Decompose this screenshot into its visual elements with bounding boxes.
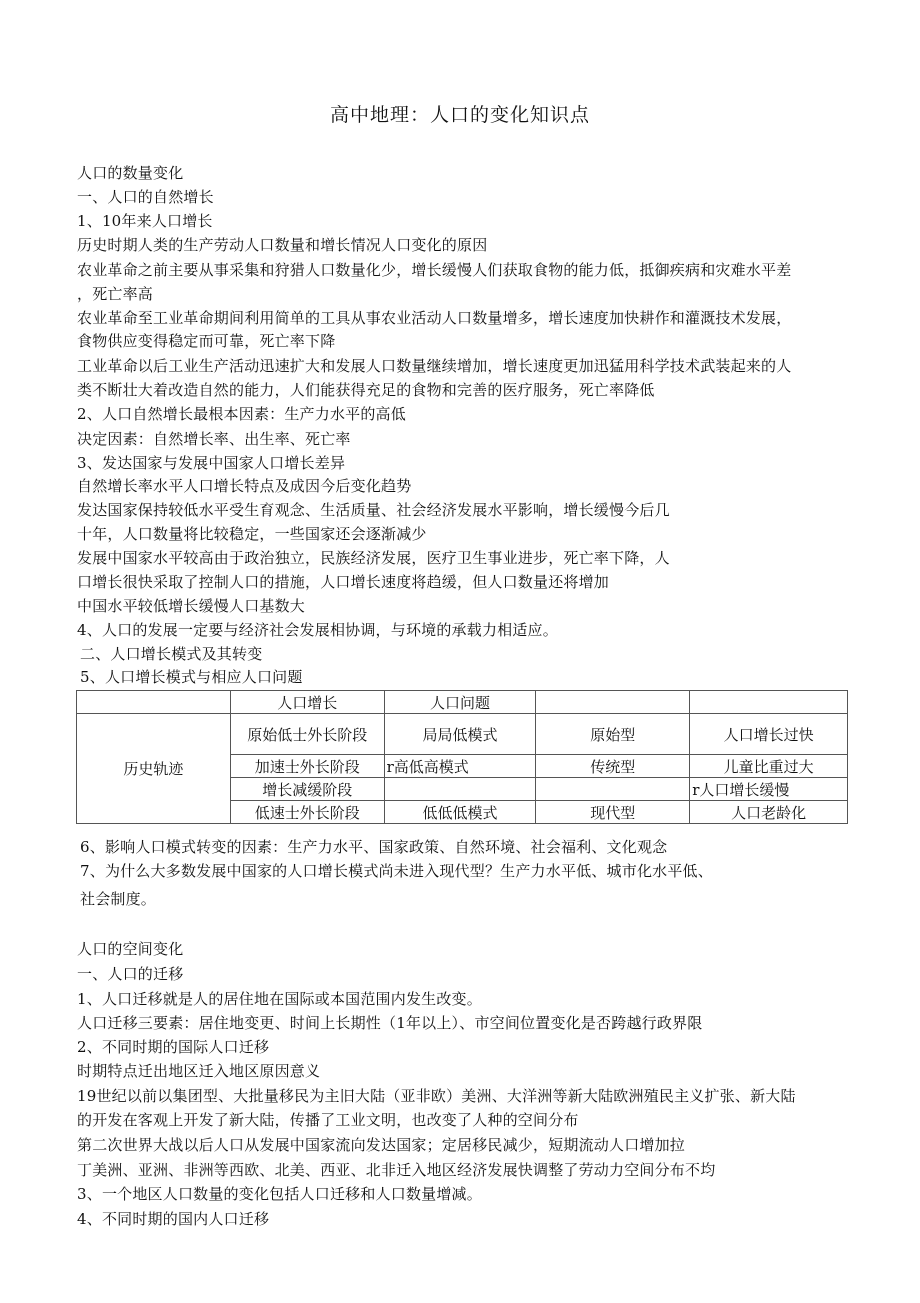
table-cell: 儿童比重过大 [690, 755, 848, 778]
subheading-natural-growth: 一、人口的自然增长 [77, 188, 214, 206]
text-line: 19世纪以前以集团型、大批量移民为主旧大陆（亚非欧）美洲、大洋洲等新大陆欧洲殖民主义扩张、新大陆 [77, 1087, 796, 1105]
table-cell: r高低高模式 [384, 755, 536, 778]
text-line: 工业革命以后工业生产活动迅速扩大和发展人口数量继续增加，增长速度更加迅猛用科学技术武装起来的人 [77, 357, 792, 375]
table-cell: 低速士外长阶段 [230, 801, 384, 824]
table-cell [384, 778, 536, 801]
table-cell: 加速士外长阶段 [230, 755, 384, 778]
table-header-row [77, 691, 848, 714]
table-cell: 原始低士外长阶段 [230, 714, 384, 755]
text-line: 农业革命之前主要从事采集和狩猎人口数量化少，增长缓慢人们获取食物的能力低，抵御疾病和灾难水平差 [77, 261, 792, 279]
text-line: 的开发在客观上开发了新大陆，传播了工业文明，也改变了人种的空间分布 [77, 1111, 579, 1129]
table-cell: 原始型 [536, 714, 690, 755]
table-cell: 人口增长过快 [690, 714, 848, 755]
text-line: 第二次世界大战以后人口从发展中国家流向发达国家；定居移民减少，短期流动人口增加拉 [77, 1136, 686, 1154]
text-line: 口增长很快采取了控制人口的措施，人口增长速度将趋缓，但人口数量还将增加 [77, 573, 610, 591]
table-header-cell [536, 691, 690, 714]
text-line: 类不断壮大着改造自然的能力，人们能获得充足的食物和完善的医疗服务，死亡率降低 [77, 381, 655, 399]
page-title: 高中地理：人口的变化知识点 [329, 104, 590, 126]
section-heading-quantity: 人口的数量变化 [77, 164, 184, 182]
text-line: 农业革命至工业革命期间利用简单的工具从事农业活动人口数量增多，增长速度加快耕作和灌溉技术发展， [77, 309, 792, 327]
table-header-cell: 人口增长 [230, 691, 384, 714]
table-row [77, 714, 848, 755]
table-cell: 局局低模式 [384, 714, 536, 755]
text-line: 4、不同时期的国内人口迁移 [77, 1210, 270, 1228]
text-line: 十年，人口数量将比较稳定，一些国家还会逐渐减少 [77, 525, 427, 543]
table-header-cell [77, 691, 231, 714]
table-cell: 低低低模式 [384, 801, 536, 824]
section-heading-spatial: 人口的空间变化 [77, 940, 184, 958]
text-line: 2、不同时期的国际人口迁移 [77, 1038, 270, 1056]
text-line: 食物供应变得稳定而可靠，死亡率下降 [77, 332, 336, 350]
text-line: 3、发达国家与发展中国家人口增长差异 [77, 454, 346, 472]
table-cell: 增长减缓阶段 [230, 778, 384, 801]
text-line: 发展中国家水平较高由于政治独立，民族经济发展，医疗卫生事业进步，死亡率下降，人 [77, 549, 670, 567]
text-line: 1、人口迁移就是人的居住地在国际或本国范围内发生改变。 [77, 990, 482, 1008]
table-cell: 现代型 [536, 801, 690, 824]
row-label-history: 历史轨迹 [77, 714, 231, 824]
text-line: 3、一个地区人口数量的变化包括人口迁移和人口数量增减。 [77, 1185, 482, 1203]
text-line: 时期特点迁出地区迁入地区原因意义 [77, 1062, 321, 1080]
text-line: 发达国家保持较低水平受生育观念、生活质量、社会经济发展水平影响，增长缓慢今后几 [77, 501, 670, 519]
population-model-table [76, 690, 848, 824]
text-line: 7、为什么大多数发展中国家的人口增长模式尚未进入现代型？生产力水平低、城市化水平低、 [80, 862, 713, 880]
table-header-cell: 人口问题 [384, 691, 536, 714]
subheading-migration: 一、人口的迁移 [77, 965, 184, 983]
text-line: 4、人口的发展一定要与经济社会发展相协调，与环境的承载力相适应。 [77, 621, 558, 639]
table-cell: 传统型 [536, 755, 690, 778]
text-line: 2、人口自然增长最根本因素：生产力水平的高低 [77, 405, 406, 423]
text-line: ，死亡率高 [77, 285, 154, 303]
table-cell: 人口老龄化 [690, 801, 848, 824]
text-line: 社会制度。 [80, 890, 157, 908]
text-line: 5、人口增长模式与相应人口问题 [80, 668, 303, 686]
text-line: 中国水平较低增长缓慢人口基数大 [77, 597, 306, 615]
table-cell [536, 778, 690, 801]
text-line: 决定因素：自然增长率、出生率、死亡率 [77, 430, 351, 448]
text-line: 历史时期人类的生产劳动人口数量和增长情况人口变化的原因 [77, 236, 488, 254]
text-line: 人口迁移三要素：居住地变更、时间上长期性（1年以上）、市空间位置变化是否跨越行政界限 [77, 1014, 703, 1032]
table-header-cell [690, 691, 848, 714]
subheading-growth-model: 二、人口增长模式及其转变 [80, 645, 263, 663]
table-cell: r人口增长缓慢 [690, 778, 848, 801]
text-line: 1、10年来人口增长 [77, 212, 213, 230]
text-line: 6、影响人口模式转变的因素：生产力水平、国家政策、自然环境、社会福利、文化观念 [80, 838, 668, 856]
text-line: 自然增长率水平人口增长特点及成因今后变化趋势 [77, 477, 412, 495]
text-line: 丁美洲、亚洲、非洲等西欧、北美、西亚、北非迁入地区经济发展快调整了劳动力空间分布不均 [77, 1161, 716, 1179]
